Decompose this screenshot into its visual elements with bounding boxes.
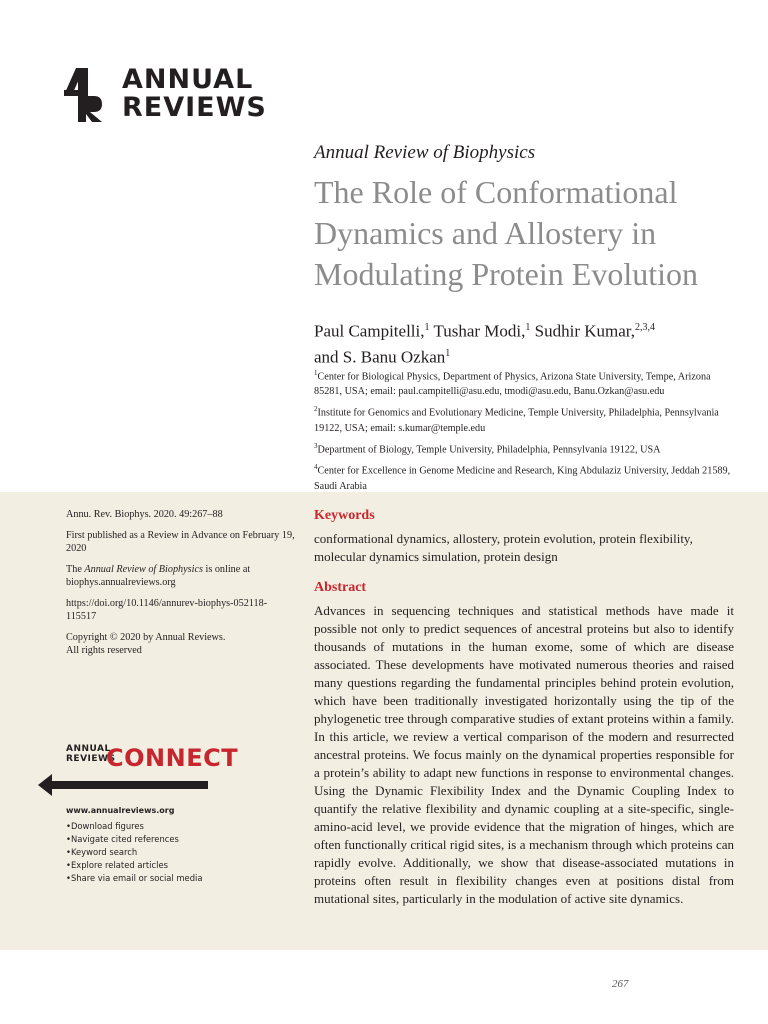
connect-features	[66, 820, 202, 885]
affiliation-text: Center for Excellence in Genome Medicine and Research, King Abdulaziz University, Jeddah 21589, Saudi Arabia	[314, 465, 731, 492]
affiliation-marker: 3	[314, 441, 318, 450]
journal-name: Annual Review of Biophysics	[314, 142, 536, 163]
copyright	[66, 631, 296, 657]
author-name: Paul Campitelli,	[314, 321, 425, 341]
list-item: • Navigate cited references	[66, 833, 202, 846]
list-item: • Explore related articles	[66, 859, 202, 872]
article-title: The Role of Conformational Dynamics and Allostery in Modulating Protein Evolution	[314, 174, 698, 292]
affiliation-item	[314, 402, 734, 435]
annual-reviews-ar-mark-icon	[64, 68, 102, 122]
author-affiliation-marker: 2,3,4	[635, 322, 656, 333]
connect-title: CONNECT	[106, 744, 239, 772]
online-note	[66, 563, 296, 589]
logo-line-1: ANNUAL	[122, 64, 254, 95]
author-affiliation-marker: 1	[525, 322, 531, 333]
page-number: 267	[612, 978, 629, 990]
affiliation-text: Department of Biology, Temple University, Philadelphia, Pennsylvania 19122, USA	[317, 444, 661, 456]
affiliation-item	[314, 460, 734, 493]
list-item: • Download figures	[66, 820, 202, 833]
affiliation-text: Center for Biological Physics, Department of Physics, Arizona State University, Tempe, Arizona 85281, USA; email: paul.campitelli@asu.edu, tmodi@asu.edu, Banu.Ozkan@asu.edu	[314, 371, 711, 398]
online-suffix: is online at biophys.annualreviews.org	[66, 564, 251, 588]
list-item: • Keyword search	[66, 846, 202, 859]
author-affiliation-marker: 1	[424, 322, 430, 333]
main-content	[314, 508, 734, 908]
logo-line-2: REVIEWS	[122, 92, 267, 123]
affiliation-marker: 2	[314, 405, 318, 414]
keywords-heading: Keywords	[314, 508, 375, 523]
affiliation-item	[314, 366, 734, 399]
rights-line: All rights reserved	[66, 645, 142, 656]
connect-brand-line-2: REVIEWS	[66, 754, 116, 764]
logo-wordmark	[122, 66, 267, 122]
affiliation-item	[314, 439, 734, 457]
list-item: • Share via email or social media	[66, 872, 202, 885]
author-name: and S. Banu Ozkan	[314, 347, 446, 367]
arrow-left-icon	[38, 774, 208, 796]
keywords-text: conformational dynamics, allostery, protein evolution, protein flexibility, molecular dynamics simulation, protein design	[314, 531, 693, 564]
affiliations	[314, 366, 734, 497]
affiliation-marker: 1	[314, 369, 318, 377]
copyright-line: Copyright © 2020 by Annual Reviews.	[66, 632, 226, 643]
annual-reviews-logo	[64, 64, 267, 128]
first-published: First published as a Review in Advance on February 19, 2020	[66, 530, 295, 554]
author-list	[314, 317, 734, 368]
affiliation-marker: 4	[314, 463, 318, 472]
article-info-sidebar	[66, 508, 296, 665]
online-prefix: The	[66, 564, 85, 575]
doi-link[interactable]: https://doi.org/10.1146/annurev-biophys-052118-115517	[66, 598, 268, 622]
citation: Annu. Rev. Biophys. 2020. 49:267–88	[66, 509, 223, 520]
abstract-text: Advances in sequencing techniques and statistical methods have made it possible not only to predict sequences of ancestral proteins but also to identify thousands of mutations in the human exome, some of which are disease associated. These developments have motivated numerous theories and raised many questions regarding the fundamental principles behind protein evolution, which have been traditionally investigated horizontally using the tip of the phylogenetic tree through comparative studies of extant proteins within a family. In this article, we review a vertical comparison of the modern and resurrected ancestral proteins. We focus mainly on the dynamical properties responsible for a protein’s ability to adapt new functions in response to environmental changes. Using the Dynamic Flexibility Index and the Dynamic Coupling Index to quantify the relative flexibility and dynamic coupling at a site-specific, single-amino-acid level, we provide evidence that the migration of hinges, which are often functionally critical rigid sites, is a mechanism through which proteins can rapidly evolve. Additionally, we show that disease-associated mutations in proteins often result in flexibility changes even at positions distal from mutational sites, particularly in the modulation of active site dynamics.	[314, 603, 734, 906]
connect-url[interactable]: www.annualreviews.org	[66, 806, 175, 815]
author-name: Tushar Modi,	[429, 321, 526, 341]
abstract-heading: Abstract	[314, 580, 367, 595]
affiliation-text: Institute for Genomics and Evolutionary Medicine, Temple University, Philadelphia, Pennsylvania 19122, USA; email: s.kumar@temple.edu	[314, 407, 719, 434]
online-journal: Annual Review of Biophysics	[84, 564, 203, 575]
connect-brand-line-1: ANNUAL	[66, 744, 111, 754]
author-affiliation-marker: 1	[445, 347, 451, 359]
annual-reviews-connect	[38, 744, 278, 884]
author-name: Sudhir Kumar,	[530, 321, 636, 341]
